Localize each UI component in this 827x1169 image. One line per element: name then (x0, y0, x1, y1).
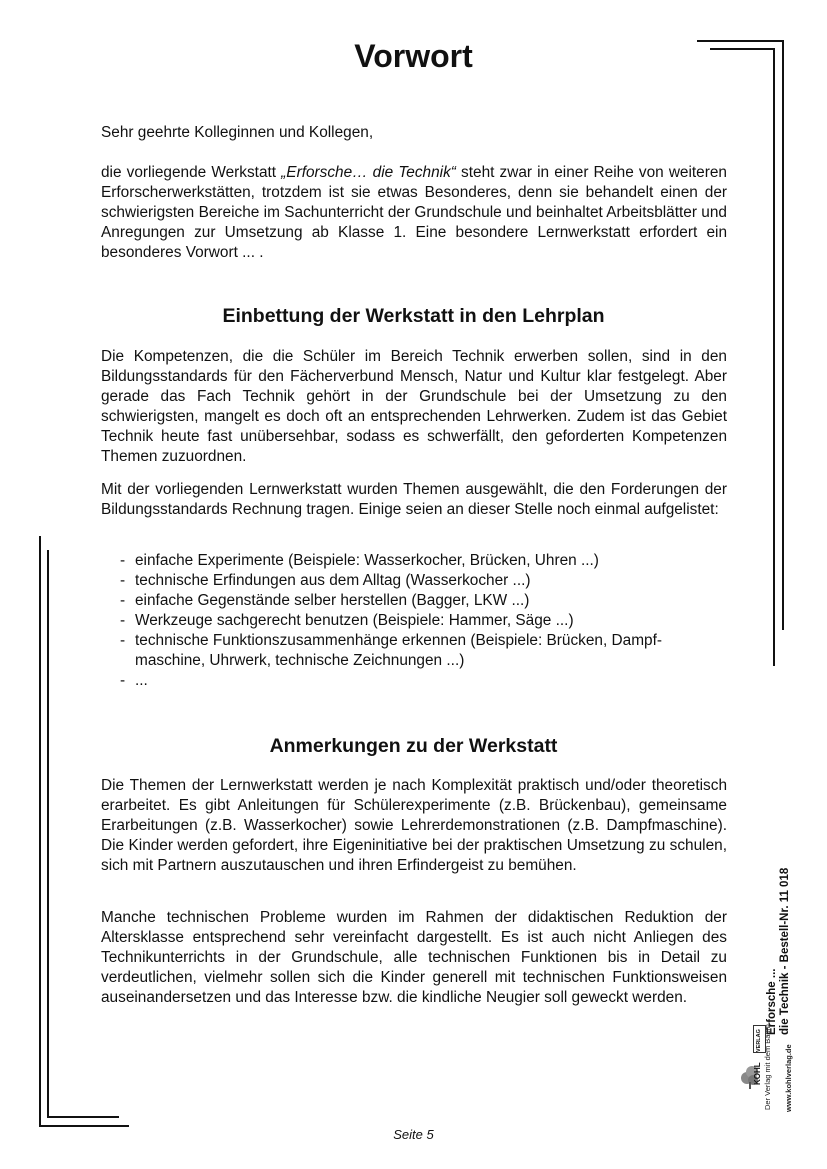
frame-top-right-inner-v (773, 48, 775, 666)
list-item: - einfache Experimente (Beispiele: Wasserkocher, Brücken, Uhren ...) (118, 551, 718, 571)
list-item: - einfache Gegenstände selber herstellen (Bagger, LKW ...) (118, 591, 718, 611)
list-item: - technische Erfindungen aus dem Alltag (Wasserkocher ...) (118, 571, 718, 591)
publisher-name: KOHL (753, 1062, 762, 1085)
topic-list (118, 551, 718, 691)
section-heading-lehrplan: Einbettung der Werkstatt in den Lehrplan (222, 305, 605, 327)
intro-after: steht zwar in einer Reihe von weiteren Erforscherwerkstätten, trotzdem ist sie etwas Besonderes, denn sie behandelt einen der schwierigsten Bereiche im Sachunterricht der Grundschule und beinhaltet Arbeitsblätter und Anregungen zur Umsetzung ab Klasse 1. Eine besondere Lernwerkstatt erfordert ein besonderes Vorwort ... . (101, 164, 727, 261)
list-item: - ... (118, 671, 718, 691)
intro-paragraph (101, 163, 727, 263)
frame-bottom-left-inner-h (47, 1116, 119, 1118)
section2-paragraph2: Manche technischen Probleme wurden im Rahmen der didaktischen Reduktion der Altersklasse entsprechend sehr vereinfacht dargestellt. Es ist auch nicht Anliegen des Technikunterrichts in der Grundschule, alle technischen Funktionen bis in Detail zu verdeutlichen, vielmehr sollen sich die Kinder generell mit technischen Funktionsweisen auseinandersetzen und das Interesse bzw. die kindliche Neugier soll geweckt werden. (101, 909, 727, 1006)
section1-paragraph1: Die Kompetenzen, die die Schüler im Bereich Technik erwerben sollen, sind in den Bildungsstandards für den Fächerverbund Mensch, Natur und Kultur klar festgelegt. Aber gerade das Fach Technik gehört in der Grundschule bei der Umsetzung zu den schwierigsten, mangelt es doch oft an entsprechenden Lehrwerken. Zudem ist das Gebiet Technik heute fast unübersehbar, sodass es schwerfällt, den geforderten Kompetenzen Themen zuzuordnen. (101, 348, 727, 465)
frame-bottom-left-inner-v (47, 550, 49, 1118)
section1-paragraph2: Mit der vorliegenden Lernwerkstatt wurden Themen ausgewählt, die den Forderungen der Bildungsstandards Rechnung tragen. Einige seien an dieser Stelle noch einmal aufgelistet: (101, 481, 727, 518)
series-label-line2: die Technik - Bestell-Nr. 11 018 (779, 867, 791, 1035)
section2-paragraph1: Die Themen der Lernwerkstatt werden je nach Komplexität praktisch und/oder theoretisch erarbeitet. Es gibt Anleitungen für Schülerexperimente (z.B. Brückenbau), gemeinsame Erarbeitungen (z.B. Wasserkocher) sowie Lehrerdemonstrationen (z.B. Dampfmaschine). Die Kinder werden gefordert, ihre Eigeninitiative bei der praktischen Umsetzung zu schulen, sich mit Partnern auszutauschen und ihren Erfindergeist zu bemühen. (101, 777, 727, 874)
page-number: Seite 5 (393, 1127, 434, 1142)
intro-before: die vorliegende Werkstatt (101, 164, 282, 181)
salutation: Sehr geehrte Kolleginnen und Kollegen, (101, 124, 374, 141)
section-heading-anmerkungen: Anmerkungen zu der Werkstatt (269, 735, 558, 757)
list-item: - Werkzeuge sachgerecht benutzen (Beispiele: Hammer, Säge ...) (118, 611, 718, 631)
intro-work-title: „Erforsche… die Technik“ (281, 164, 456, 181)
series-label-line1: Erforsche ... (766, 968, 778, 1035)
publisher-badge: VERLAG (753, 1025, 766, 1053)
frame-top-right-outer-v (782, 40, 784, 630)
frame-bottom-left-outer-v (39, 536, 41, 1127)
publisher-website: www.kohlverlag.de (784, 1044, 793, 1112)
list-item: - technische Funktionszusammenhänge erkennen (Beispiele: Brücken, Dampfmaschine, Uhrwerk, technische Zeichnungen ...) (118, 631, 718, 671)
page-title: Vorwort (354, 38, 473, 74)
publisher-slogan: Der Verlag mit dem Baum (763, 1024, 772, 1110)
